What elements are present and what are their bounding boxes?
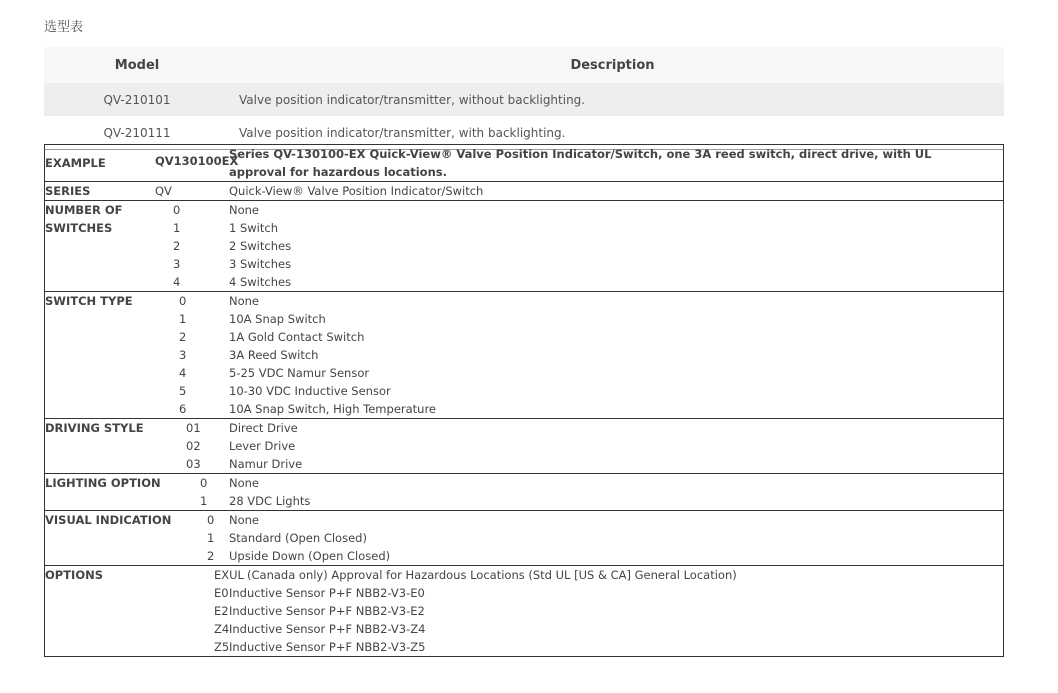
spec-row	[45, 328, 1003, 346]
option-code: EXUL	[214, 568, 244, 582]
option-description: Upside Down (Open Closed)	[229, 549, 391, 563]
option-description: 5-25 VDC Namur Sensor	[229, 366, 370, 380]
spec-row	[45, 346, 1003, 364]
option-description: 28 VDC Lights	[229, 494, 311, 508]
spec-row	[45, 219, 1003, 237]
visual-indication-section	[45, 510, 1003, 565]
option-description: None	[229, 476, 260, 490]
spec-row	[45, 400, 1003, 418]
option-code: E0	[214, 586, 229, 600]
switches-section	[45, 200, 1003, 291]
spec-row	[45, 566, 1003, 584]
model-cell: QV-210101	[44, 83, 221, 116]
spec-row	[45, 255, 1003, 273]
option-code: 1	[179, 312, 187, 326]
option-description: Lever Drive	[229, 439, 296, 453]
switch-type-section	[45, 291, 1003, 418]
spec-row	[45, 310, 1003, 328]
option-code: 02	[186, 439, 201, 453]
option-code: 6	[179, 402, 187, 416]
option-description: Inductive Sensor P+F NBB2-V3-E0	[229, 586, 425, 600]
option-code: 1	[173, 221, 181, 235]
models-table-header	[44, 47, 1004, 83]
series-description: Quick-View® Valve Position Indicator/Switch	[229, 184, 484, 198]
spec-row	[45, 292, 1003, 310]
spec-row	[45, 474, 1003, 492]
option-code: 5	[179, 384, 187, 398]
option-code: 3	[179, 348, 187, 362]
ordering-spec-table	[44, 144, 1004, 657]
option-code: 03	[186, 457, 201, 471]
description-cell: Valve position indicator/transmitter, without backlighting.	[221, 83, 1004, 116]
option-description: Namur Drive	[229, 457, 303, 471]
option-code: 1	[207, 531, 215, 545]
lighting-option-section	[45, 473, 1003, 510]
spec-row	[45, 437, 1003, 455]
option-description: 10A Snap Switch, High Temperature	[229, 402, 437, 416]
spec-row	[45, 638, 1003, 656]
option-code: 1	[200, 494, 208, 508]
table-row	[44, 83, 1004, 116]
spec-row	[45, 602, 1003, 620]
section-label: SERIES	[45, 184, 91, 198]
model-column-header: Model	[44, 47, 221, 83]
example-section	[45, 145, 1003, 181]
option-description: Inductive Sensor P+F NBB2-V3-E2	[229, 604, 425, 618]
section-label: SWITCH TYPE	[45, 294, 133, 308]
option-description: 10-30 VDC Inductive Sensor	[229, 384, 391, 398]
option-code: 2	[173, 239, 181, 253]
example-code: QV130100EX	[155, 154, 239, 168]
description-column-header: Description	[221, 47, 1004, 83]
option-code: 01	[186, 421, 201, 435]
option-description: 2 Switches	[229, 239, 292, 253]
spec-row	[45, 382, 1003, 400]
spec-row	[45, 620, 1003, 638]
option-code: 0	[207, 513, 215, 527]
spec-row	[45, 455, 1003, 473]
option-description: (Canada only) Approval for Hazardous Locations (Std UL [US & CA] General Location)	[247, 568, 737, 582]
driving-style-section	[45, 418, 1003, 473]
spec-row	[45, 547, 1003, 565]
option-code: 2	[207, 549, 215, 563]
option-description: None	[229, 294, 260, 308]
spec-row	[45, 201, 1003, 219]
option-description: None	[229, 203, 260, 217]
models-table	[44, 47, 1004, 150]
option-description: 3A Reed Switch	[229, 348, 319, 362]
example-description: Series QV-130100-EX Quick-View® Valve Position Indicator/Switch, one 3A reed switch, direct drive, with UL approval for hazardous locations.	[229, 147, 932, 179]
spec-row	[45, 237, 1003, 255]
section-label: LIGHTING OPTION	[45, 476, 161, 490]
option-code: E2	[214, 604, 229, 618]
option-description: 1 Switch	[229, 221, 278, 235]
option-code: 0	[200, 476, 208, 490]
option-code: 4	[179, 366, 187, 380]
options-section	[45, 565, 1003, 656]
spec-row	[45, 584, 1003, 602]
option-code: Z4	[214, 622, 230, 636]
section-label: OPTIONS	[45, 568, 104, 582]
option-description: None	[229, 513, 260, 527]
series-code: QV	[155, 184, 172, 198]
section-label: NUMBER OF SWITCHES	[45, 203, 123, 235]
page-heading: 选型表	[44, 20, 84, 35]
spec-row	[45, 182, 1003, 200]
spec-row	[45, 273, 1003, 291]
model-cell: QV-210111	[44, 116, 221, 150]
option-description: Standard (Open Closed)	[229, 531, 367, 545]
section-label: VISUAL INDICATION	[45, 513, 172, 527]
option-code: 0	[179, 294, 187, 308]
option-description: Inductive Sensor P+F NBB2-V3-Z5	[229, 640, 426, 654]
option-code: 2	[179, 330, 187, 344]
option-description: 10A Snap Switch	[229, 312, 326, 326]
section-label: EXAMPLE	[45, 156, 106, 170]
spec-row	[45, 511, 1003, 529]
option-description: Inductive Sensor P+F NBB2-V3-Z4	[229, 622, 426, 636]
option-code: 3	[173, 257, 181, 271]
option-code: Z5	[214, 640, 230, 654]
section-label: DRIVING STYLE	[45, 421, 144, 435]
option-code: 0	[173, 203, 181, 217]
spec-row	[45, 492, 1003, 510]
option-code: 4	[173, 275, 181, 289]
option-description: Direct Drive	[229, 421, 298, 435]
description-cell: Valve position indicator/transmitter, with backlighting.	[221, 116, 1004, 150]
series-section	[45, 181, 1003, 200]
option-description: 4 Switches	[229, 275, 292, 289]
spec-row	[45, 364, 1003, 382]
spec-row	[45, 529, 1003, 547]
option-description: 3 Switches	[229, 257, 292, 271]
option-description: 1A Gold Contact Switch	[229, 330, 365, 344]
spec-row	[45, 419, 1003, 437]
